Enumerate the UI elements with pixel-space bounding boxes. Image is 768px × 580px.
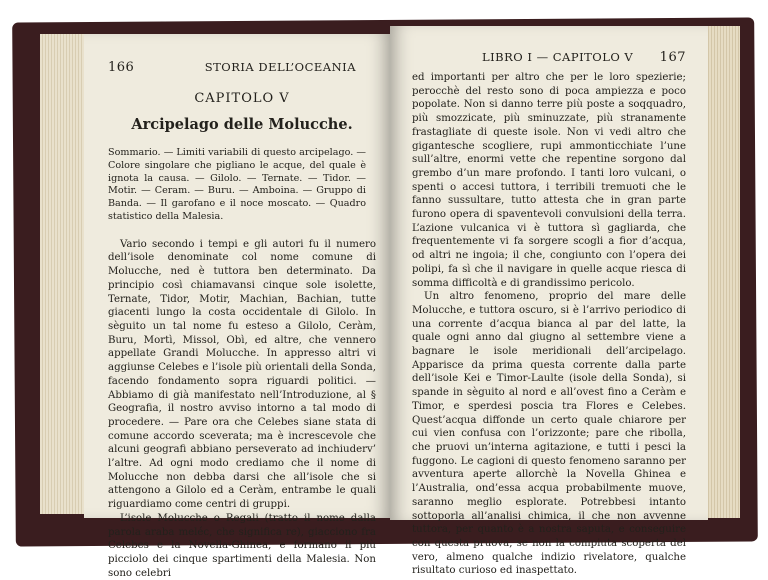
left-running-head xyxy=(108,60,376,75)
left-page-edges xyxy=(40,34,84,514)
chapter-summary: Sommario. — Limiti variabili di questo arcipelago. — Colore singolare che pigliano le acque, del quale è ignota la causa. — Gilolo. — Ternate. — Tidor. — Motir. — Ceram. — Buru. — Amboina. — Gruppo di Banda. — Il garofano e il noce moscato. — Quadro statistico della Malesia. xyxy=(108,147,366,222)
left-page-number: 166 xyxy=(108,60,135,75)
left-running-title: STORIA DELL’OCEANIA xyxy=(204,60,356,74)
left-page xyxy=(84,34,390,579)
right-page-number: 167 xyxy=(659,50,686,65)
left-paragraph-2: L’isole Molucche o Regali (tratto il nome dalla parola araba meléc, che significa re), giacciono fra Celebes e la Novella-Ghinea, e formano il più picciolo dei cinque spartimenti della Malesia. Non sono celebri xyxy=(108,512,376,579)
right-page-edges xyxy=(706,26,740,518)
right-paragraph-2: Un altro fenomeno, proprio del mare delle Molucche, e tuttora oscuro, si è l’arrivo periodico di una corrente d’acqua bianca al par del latte, la quale ogni anno dal giugno al settembre viene a bagnare le isole meridionali dell’arcipelago. Apparisce da prima questa corrente dalla parte dell’isole Kei e Timor-Laulte (isole della Sonda), si spande in sèguito al nord e all’ovest fino a Ceràm e Timor, e sperdesi poscia tra Flores e Celebes. Quest’acqua diffonde un certo quale chiarore per cui vien confusa con l’orizzonte; pare che ribolla, che pruovi un’interna agitazione, e tutti i pesci la fuggono. Le cagioni di questo fenomeno saranno per avventura aperte allorchè la Novella Ghinea e l’Australia, ond’essa acqua probabilmente muove, saranno meglio esplorate. Potrebbesi intanto sottoporla all’analisi chimica, il che non avvenne tuttora, per quanto è a nostra saputa, e conseguire con questa pruova, se non la compiuta scoperta del vero, almeno qualche indizio rivelatore, qualche risultato curioso ed inaspettato. xyxy=(412,291,686,577)
chapter-subtitle: Arcipelago delle Molucche. xyxy=(131,116,353,133)
right-running-head xyxy=(412,50,686,65)
right-paragraph-1: ed importanti per altro che per le loro spezierie; perocchè del resto sono di poca ampiezza e poco popolate. Non si danno terre più poste a soqquadro, più smozzicate, più sminuzzate, più stranamente frastagliate di queste isole. Non vi vedi altro che gigantesche scogliere, rupi ammonticchiate l’une sull’altre, enormi vette che repentine sorgono dal grembo d’un mare profondo. I tanti loro vulcani, o spenti o accesi tuttora, i terribili tremuoti che le fanno sussultare, tutto attesta che in gran parte furono opera di spaventevoli convulsioni della terra. L’azione vulcanica vi è tuttora sì gagliarda, che frequentemente vi fa sorgere scogli a fior d’acqua, od altri ne ingoia; il che, congiunto con l’opera dei polipi, fa sì che il navigare in quelle acque riesca di somma difficoltà e di grandissimo pericolo. xyxy=(412,72,686,289)
right-running-title: LIBRO I — CAPITOLO V xyxy=(482,50,634,64)
chapter-title: CAPITOLO V xyxy=(194,91,290,106)
right-page xyxy=(390,26,708,577)
left-paragraph-1: Vario secondo i tempi e gli autori fu il numero dell’isole denominate col nome comune di Molucche, ned è tuttora ben determinato. Da principio così chiamavansi cinque sole isolette, Ternate, Tidor, Motir, Machian, Bachian, tutte giacenti lungo la costa occidentale di Gilolo. In sèguito un tal nome fu esteso a Gilolo, Ceràm, Buru, Mortì, Missol, Obì, ed altre, che vennero appellate Grandi Molucche. In appresso altri vi aggiunse Celebes e l’isole più orientali della Sonda, facendo fondamento sopra riguardi politici. — Abbiamo di già manifestato nell’Introduzione, al § Geografia, il nostro avviso intorno a tal modo di procedere. — Pare ora che Celebes siane stata di comune accordo sceverata; ma è increscevole che alcuni geografi abbiano perseverato ad inchiuderv’ l’altre. Ad ogni modo crediamo che il nome di Molucche non debba darsi che all’isole che si attengono a Gilolo ed a Ceràm, entrambe le quali riguardiamo come centri di gruppi. xyxy=(108,238,376,511)
